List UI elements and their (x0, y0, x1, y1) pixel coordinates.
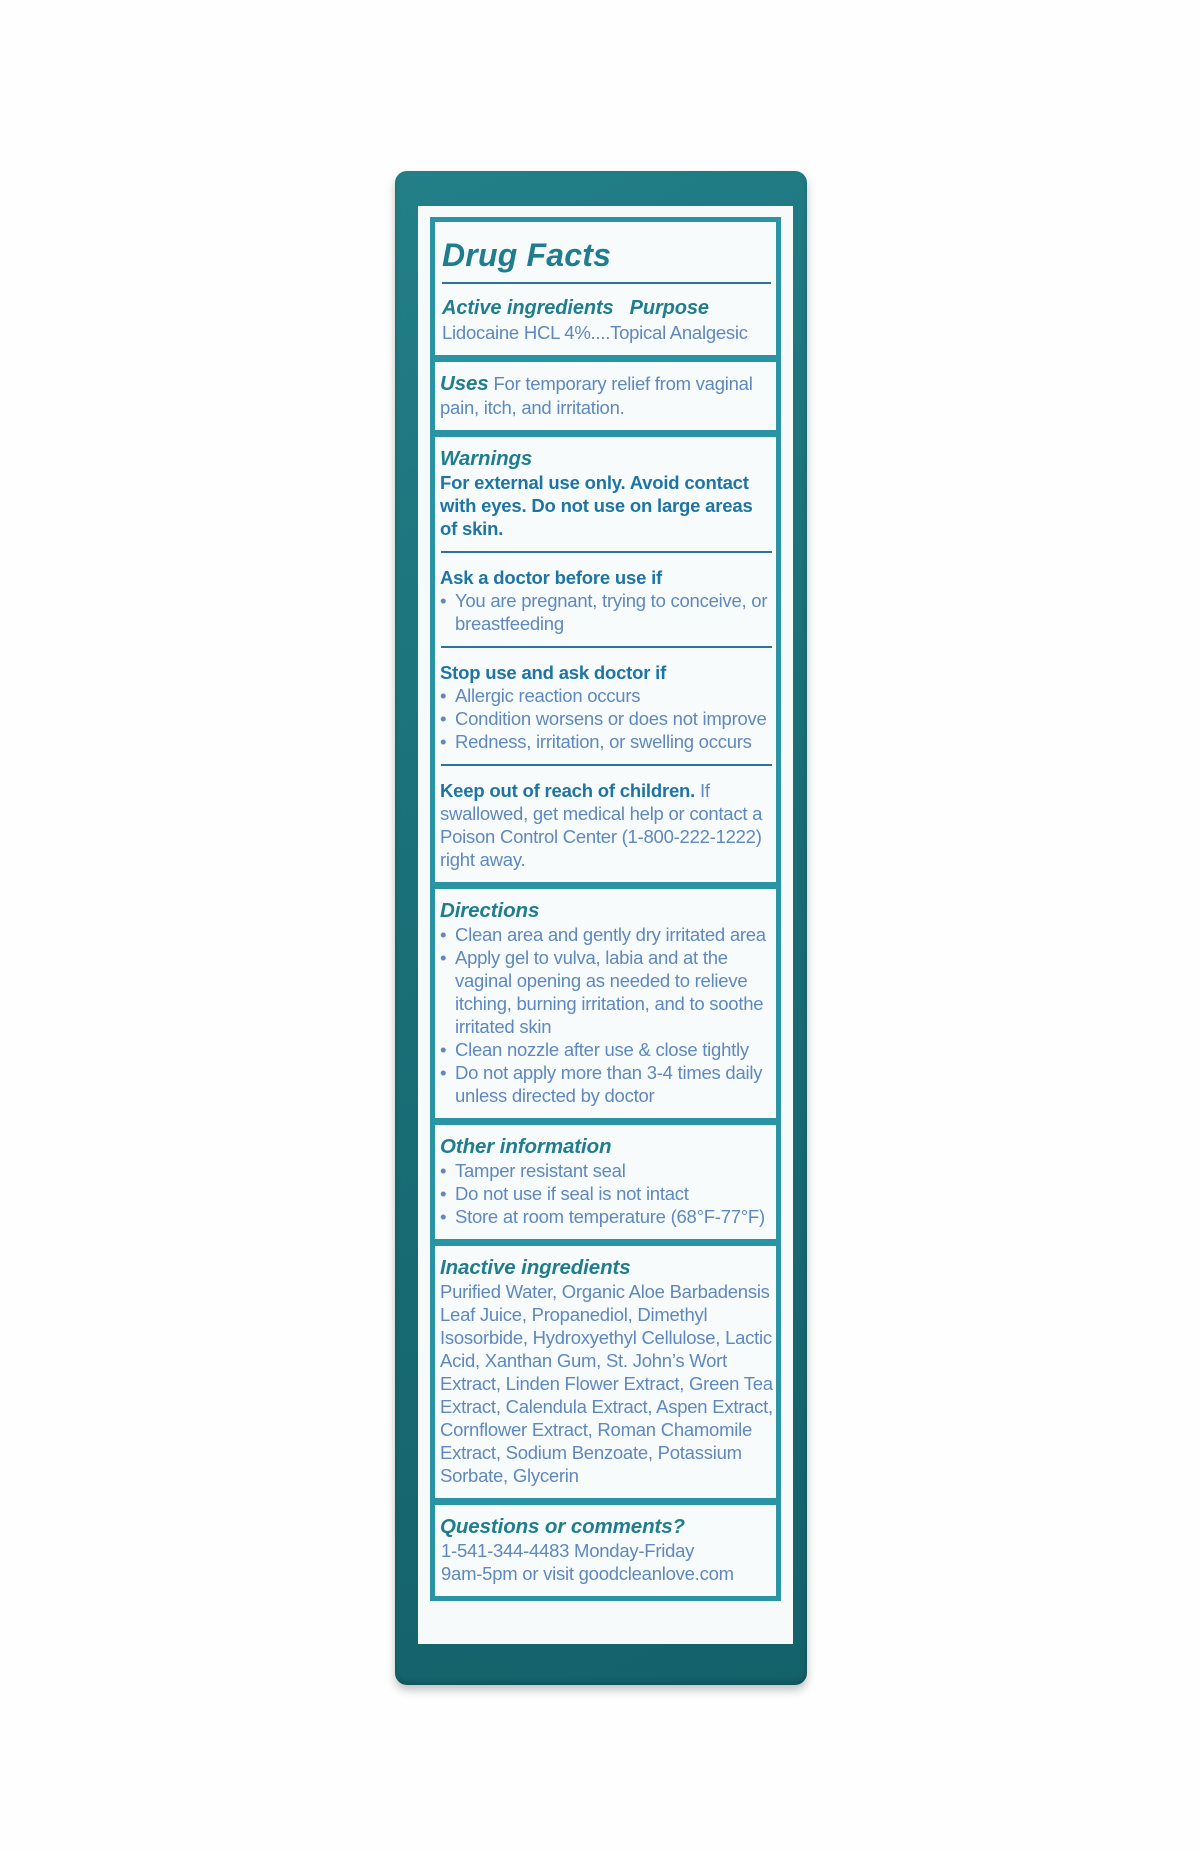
bullet-glyph: • (440, 1183, 447, 1204)
stop-use-bullet (440, 707, 773, 730)
title-rule (442, 282, 771, 284)
other-information-label: Other information (440, 1135, 612, 1158)
section-other-information (435, 1125, 776, 1239)
directions-label: Directions (440, 899, 540, 922)
section-inactive-ingredients (435, 1246, 776, 1498)
other-info-bullet (440, 1205, 773, 1228)
section-divider (435, 430, 776, 437)
section-questions (435, 1505, 776, 1596)
warnings-subrule (441, 551, 772, 553)
bullet-glyph: • (440, 947, 447, 968)
bullet-glyph: • (440, 1206, 447, 1227)
bullet-glyph: • (440, 708, 447, 729)
section-divider (435, 1498, 776, 1505)
other-info-bullet (440, 1159, 773, 1182)
keep-out-text: If swallowed, get medical help or contact a Poison Control Center (1-800-222-1222) right away. (440, 780, 763, 870)
phone-line: 1-541-344-4483 Monday-Friday (441, 1540, 695, 1561)
inactive-ingredients-label: Inactive ingredients (440, 1256, 631, 1279)
section-title-active (435, 222, 776, 355)
active-ingredient-value: Lidocaine HCL 4%....Topical Analgesic (442, 322, 748, 343)
keep-out-paragraph (440, 779, 773, 871)
bullet-text: Apply gel to vulva, labia and at the vaginal opening as needed to relieve itching, burning irritation, and to soothe irritated skin (455, 947, 764, 1037)
hours-website-line: 9am-5pm or visit goodcleanlove.com (441, 1563, 734, 1584)
active-ingredients-header (440, 296, 773, 321)
label-panel (418, 206, 793, 1644)
uses-label: Uses (440, 372, 489, 395)
bullet-glyph: • (440, 731, 447, 752)
section-warnings (435, 437, 776, 882)
bullet-text: Do not use if seal is not intact (455, 1183, 689, 1204)
directions-bullet (440, 923, 773, 946)
bullet-glyph: • (440, 1160, 447, 1181)
bullet-text: Allergic reaction occurs (455, 685, 641, 706)
stop-use-label: Stop use and ask doctor if (440, 662, 667, 683)
uses-paragraph (440, 371, 773, 419)
inactive-ingredients-text: Purified Water, Organic Aloe Barbadensis Leaf Juice, Propanediol, Dimethyl Isosorbide, Hydroxyethyl Cellulose, Lactic Acid, Xanthan Gum, St. John’s Wort Extract, Linden Flower Extract, Green Tea Extract, Calendula Extract, Aspen Extract, Cornflower Extract, Roman Chamomile Extract, Sodium Benzoate, Potassium Sorbate, Glycerin (440, 1281, 773, 1486)
section-divider (435, 1239, 776, 1246)
ask-doctor-bullet (440, 589, 773, 635)
bullet-glyph: • (440, 924, 447, 945)
bullet-text: Condition worsens or does not improve (455, 708, 767, 729)
warnings-label: Warnings (440, 447, 533, 470)
section-divider (435, 355, 776, 362)
bullet-text: Clean nozzle after use & close tightly (455, 1039, 749, 1060)
bullet-glyph: • (440, 685, 447, 706)
drug-facts-title: Drug Facts (442, 237, 612, 273)
directions-bullet (440, 1038, 773, 1061)
bullet-text: Redness, irritation, or swelling occurs (455, 731, 752, 752)
warnings-subrule (441, 764, 772, 766)
section-uses (435, 362, 776, 430)
bullet-glyph: • (440, 1039, 447, 1060)
keep-out-label: Keep out of reach of children. (440, 780, 696, 801)
section-divider (435, 882, 776, 889)
external-use-warning: For external use only. Avoid contact with eyes. Do not use on large areas of skin. (440, 472, 753, 539)
drug-facts-frame (430, 217, 781, 1601)
questions-label: Questions or comments? (440, 1515, 685, 1538)
bullet-text: Clean area and gently dry irritated area (455, 924, 766, 945)
warnings-subrule (441, 646, 772, 648)
bullet-text: Do not apply more than 3-4 times daily unless directed by doctor (455, 1062, 763, 1106)
stop-use-bullet (440, 684, 773, 707)
directions-bullet (440, 946, 773, 1038)
directions-bullet (440, 1061, 773, 1107)
purpose-label: Purpose (629, 297, 709, 319)
ask-doctor-label: Ask a doctor before use if (440, 567, 662, 588)
bullet-glyph: • (440, 1062, 447, 1083)
section-divider (435, 1118, 776, 1125)
section-directions (435, 889, 776, 1118)
active-ingredients-label: Active ingredients (442, 297, 614, 319)
product-box (395, 171, 807, 1685)
bullet-glyph: • (440, 590, 447, 611)
bullet-text: Store at room temperature (68°F-77°F) (455, 1206, 765, 1227)
bullet-text: Tamper resistant seal (455, 1160, 626, 1181)
uses-text: For temporary relief from vaginal pain, itch, and irritation. (440, 373, 753, 418)
stop-use-bullet (440, 730, 773, 753)
other-info-bullet (440, 1182, 773, 1205)
bullet-text: You are pregnant, trying to conceive, or breastfeeding (455, 590, 768, 634)
